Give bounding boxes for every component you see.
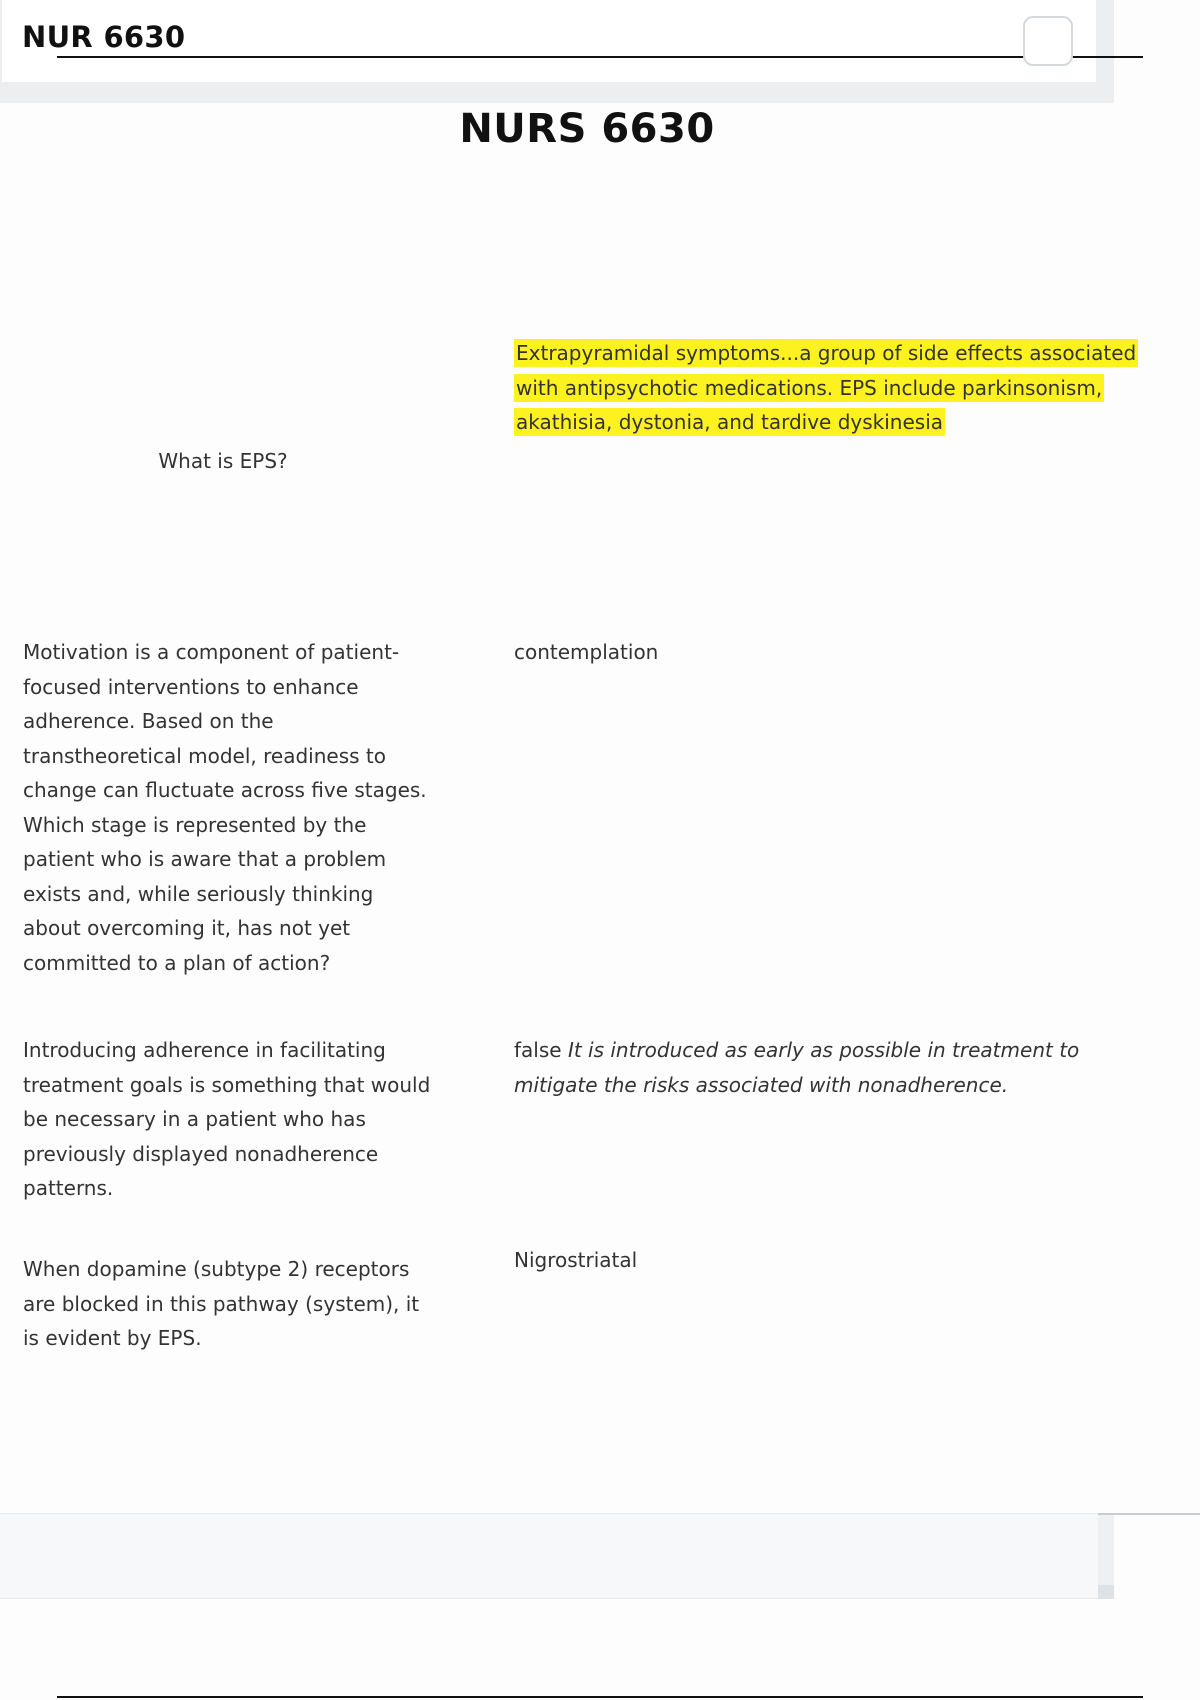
card-definition-4: Nigrostriatal [514, 1248, 638, 1272]
highlighted-definition: Extrapyramidal symptoms...a group of side effects associated with antipsychotic medications. EPS include parkinsonism, akathisia, dystonia, and tardive dyskinesia [516, 341, 1137, 434]
card-term-4: When dopamine (subtype 2) receptors are blocked in this pathway (system), it is evident by EPS. [23, 1257, 420, 1350]
card-term-3: Introducing adherence in facilitating treatment goals is something that would be necessary in a patient who has previously displayed nonadherence patterns. [23, 1038, 431, 1200]
course-code: NUR 6630 [22, 20, 186, 54]
card-definition-1 [514, 336, 1174, 440]
scrollbar-thumb[interactable] [1098, 1585, 1114, 1599]
definition-answer: false [514, 1038, 562, 1062]
header-divider [57, 56, 1143, 58]
bottom-divider [57, 1696, 1143, 1698]
page-title: NURS 6630 [459, 106, 715, 152]
card-definition-2: contemplation [514, 640, 659, 664]
card-term-1: What is EPS? [158, 449, 288, 473]
card-term-2: Motivation is a component of patient-focused interventions to enhance adherence. Based on the transtheoretical model, readiness to change can fluctuate across five stages. Which stage is represented by the patient who is aware that a problem exists and, while seriously thinking about overcoming it, has not yet committed to a plan of action? [23, 640, 427, 975]
select-checkbox[interactable] [1023, 16, 1073, 66]
card-definition-3 [514, 1033, 1154, 1102]
footer-band [0, 1513, 1114, 1599]
definition-explanation: It is introduced as early as possible in treatment to mitigate the risks associated with nonadherence. [514, 1038, 1080, 1097]
